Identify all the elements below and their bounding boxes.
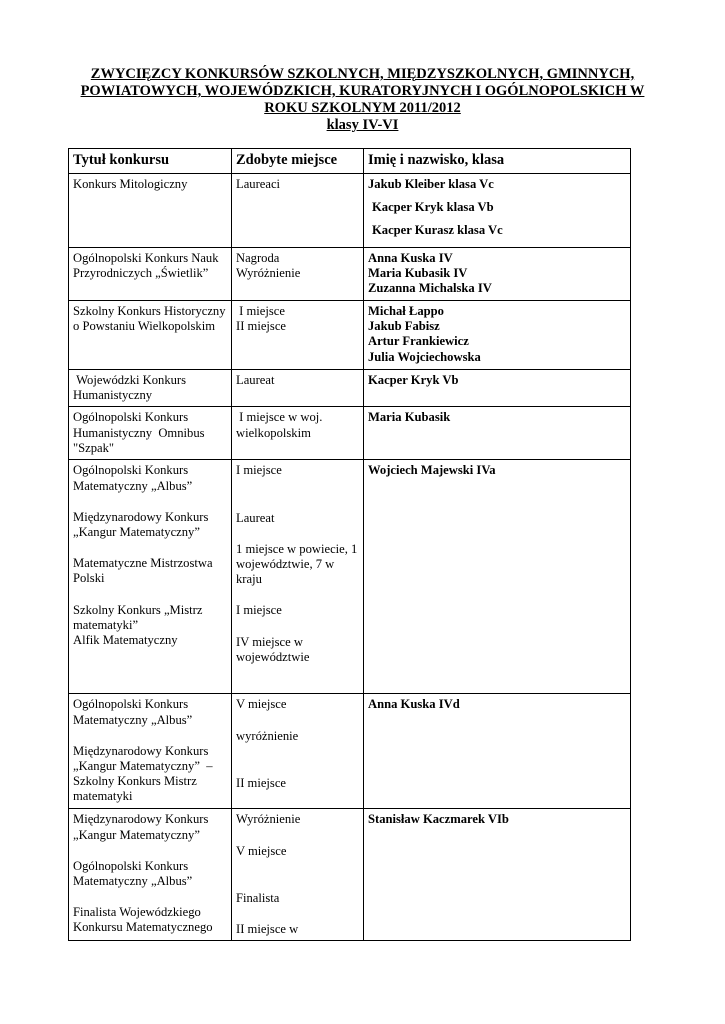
contest-cell bbox=[69, 248, 232, 301]
names-cell bbox=[364, 370, 631, 407]
table-row bbox=[69, 460, 631, 694]
title-line-2: POWIATOWYCH, WOJEWÓDZKICH, KURATORYJNYCH I OGÓLNOPOLSKICH W bbox=[80, 83, 645, 99]
table-row bbox=[69, 301, 631, 370]
names-cell bbox=[364, 694, 631, 809]
winner-name: Artur Frankiewicz bbox=[368, 334, 469, 349]
place-value: V miejsce bbox=[236, 843, 287, 858]
place-value: I miejsce bbox=[236, 463, 282, 478]
contest-cell bbox=[69, 407, 232, 460]
winner-name: Jakub Kleiber klasa Vc bbox=[368, 177, 494, 191]
contest-name: Finalista Wojewódzkiego Konkursu Matematycznego bbox=[73, 905, 213, 935]
contest-name: Szkolny Konkurs „Mistrz matematyki” bbox=[73, 602, 203, 632]
title-line-3: ROKU SZKOLNYM 2011/2012 bbox=[264, 100, 461, 116]
title-line-4: klasy IV-VI bbox=[326, 117, 399, 133]
table-row bbox=[69, 694, 631, 809]
contest-cell bbox=[69, 460, 232, 694]
contest-cell bbox=[69, 694, 232, 809]
winners-table bbox=[68, 148, 631, 941]
contest-name: Międzynarodowy Konkurs „Kangur Matematyczny” bbox=[73, 509, 209, 540]
place-cell bbox=[232, 809, 364, 941]
place-value: wyróżnienie bbox=[236, 728, 299, 743]
winner-name: Michał Łappo bbox=[368, 304, 444, 318]
place-value: Laureat bbox=[236, 373, 275, 387]
place-value: Finalista bbox=[236, 890, 280, 905]
place-value: Nagroda bbox=[236, 251, 280, 265]
place-value: II miejsce bbox=[236, 319, 286, 334]
contest-name: Międzynarodowy Konkurs „Kangur Matematyczny” – Szkolny Konkurs Mistrz matematyki bbox=[73, 743, 216, 804]
place-value: Wyróżnienie bbox=[236, 812, 301, 827]
contest-name: Ogólnopolski Konkurs Matematyczny „Albus” bbox=[73, 697, 193, 727]
place-value: I miejsce bbox=[236, 603, 282, 618]
winner-name: Wojciech Majewski IVa bbox=[368, 463, 496, 478]
winner-name: Maria Kubasik bbox=[368, 410, 451, 425]
winner-name: Stanisław Kaczmarek VIb bbox=[368, 812, 509, 827]
names-cell bbox=[364, 301, 631, 370]
header-names: Imię i nazwisko, klasa bbox=[364, 149, 631, 174]
table-row bbox=[69, 248, 631, 301]
place-value: 1 miejsce w powiecie, 1 województwie, 7 w kraju bbox=[236, 541, 358, 587]
winner-name: Anna Kuska IVd bbox=[368, 697, 460, 712]
winner-name: Kacper Kurasz klasa Vc bbox=[372, 223, 503, 238]
contest-name: Ogólnopolski Konkurs Nauk Przyrodniczych „Świetlik” bbox=[73, 251, 219, 281]
place-cell bbox=[232, 248, 364, 301]
names-cell bbox=[364, 407, 631, 460]
winner-name: Kacper Kryk klasa Vb bbox=[372, 200, 494, 215]
place-value: Laureat bbox=[236, 510, 275, 525]
place-cell bbox=[232, 407, 364, 460]
winner-name: Jakub Fabisz bbox=[368, 319, 440, 334]
names-cell bbox=[364, 460, 631, 694]
header-contest: Tytuł konkursu bbox=[69, 149, 232, 174]
contest-cell bbox=[69, 301, 232, 370]
place-cell bbox=[232, 370, 364, 407]
contest-name: Ogólnopolski Konkurs Matematyczny „Albus” bbox=[73, 463, 193, 493]
winner-name: Anna Kuska IV bbox=[368, 251, 453, 265]
contest-name: Ogólnopolski Konkurs Humanistyczny Omnibus "Szpak" bbox=[73, 410, 208, 455]
place-cell bbox=[232, 174, 364, 248]
contest-name: Matematyczne Mistrzostwa Polski bbox=[73, 556, 213, 586]
contest-name: Wojewódzki Konkurs Humanistyczny bbox=[73, 373, 190, 403]
winner-name: Kacper Kryk Vb bbox=[368, 373, 459, 387]
table-header-row bbox=[69, 149, 631, 174]
place-value: Wyróżnienie bbox=[236, 266, 301, 281]
place-value: Laureaci bbox=[236, 177, 281, 191]
contest-cell bbox=[69, 174, 232, 248]
table-row bbox=[69, 370, 631, 407]
table-row bbox=[69, 174, 631, 248]
contest-name: Międzynarodowy Konkurs „Kangur Matematyczny” bbox=[73, 812, 209, 842]
winner-name: Zuzanna Michalska IV bbox=[368, 281, 492, 296]
table-row bbox=[69, 809, 631, 941]
document-title bbox=[60, 66, 665, 134]
table-row bbox=[69, 407, 631, 460]
place-value: V miejsce bbox=[236, 697, 287, 712]
title-line-1: ZWYCIĘZCY KONKURSÓW SZKOLNYCH, MIĘDZYSZKOLNYCH, GMINNYCH, bbox=[90, 66, 635, 82]
winner-name: Maria Kubasik IV bbox=[368, 266, 468, 281]
names-cell bbox=[364, 248, 631, 301]
contest-name: Szkolny Konkurs Historyczny o Powstaniu Wielkopolskim bbox=[73, 304, 226, 334]
place-value: II miejsce w bbox=[236, 922, 299, 937]
names-cell bbox=[364, 174, 631, 248]
place-cell bbox=[232, 460, 364, 694]
header-place: Zdobyte miejsce bbox=[232, 149, 364, 174]
place-value: I miejsce w woj. wielkopolskim bbox=[236, 410, 326, 440]
place-value: IV miejsce w województwie bbox=[236, 634, 310, 664]
winner-name: Julia Wojciechowska bbox=[368, 349, 481, 364]
names-cell bbox=[364, 809, 631, 941]
place-cell bbox=[232, 301, 364, 370]
contest-cell bbox=[69, 809, 232, 941]
place-value: I miejsce bbox=[236, 304, 285, 318]
contest-name: Ogólnopolski Konkurs Matematyczny „Albus” bbox=[73, 858, 193, 889]
place-cell bbox=[232, 694, 364, 809]
contest-cell bbox=[69, 370, 232, 407]
place-value: II miejsce bbox=[236, 775, 286, 790]
contest-name: Alfik Matematyczny bbox=[73, 633, 178, 648]
contest-name: Konkurs Mitologiczny bbox=[73, 177, 188, 191]
